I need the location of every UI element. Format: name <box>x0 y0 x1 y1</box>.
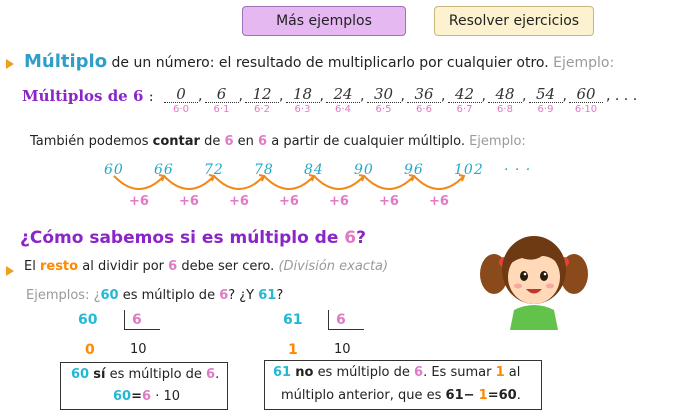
question-number: 6 <box>344 228 357 248</box>
sequence-number: · · · <box>504 162 532 178</box>
counting-en: en <box>237 134 254 149</box>
examples-intro: Ejemplos: ¿ <box>26 288 101 303</box>
division2-vbar <box>328 310 329 330</box>
division1-remainder: 0 <box>85 342 95 358</box>
multiple-value: 60 <box>569 86 603 103</box>
counting-text-1: También podemos <box>30 134 149 149</box>
multiple-value: 0 <box>164 86 198 103</box>
comma-separator: , <box>562 88 567 104</box>
sequence-number: 60 <box>104 162 124 178</box>
division1-dividend: 60 <box>78 312 98 328</box>
box2-text-2: . Es sumar <box>423 365 492 380</box>
girl-shirt <box>510 305 558 330</box>
sequence-number: 96 <box>404 162 424 178</box>
step-label: +6 <box>329 194 349 209</box>
examples-line <box>26 288 283 303</box>
box2-no: no <box>295 365 314 380</box>
multiple-factor: 6·1 <box>213 104 230 115</box>
multiple-value: 6 <box>205 86 239 103</box>
definition-term: Múltiplo <box>24 51 108 72</box>
counting-de: de <box>204 134 221 149</box>
multiple-factor: 6·2 <box>254 104 270 115</box>
comma-separator: , <box>400 88 405 104</box>
box2-line2-text: múltiplo anterior, que es <box>281 388 442 403</box>
counting-contar: contar <box>152 134 200 149</box>
multiple-value: 30 <box>367 86 401 103</box>
definition-example-word: Ejemplo: <box>553 55 615 71</box>
multiple-factor: 6·4 <box>335 104 351 115</box>
comma-separator: , <box>441 88 446 104</box>
division1-vbar <box>124 310 125 330</box>
comma-separator: , <box>481 88 486 104</box>
multiple-factor: 6·0 <box>173 104 189 115</box>
conclusion-box-60 <box>60 362 228 410</box>
multiple-factor: 6·5 <box>375 104 392 115</box>
division1-quotient: 10 <box>130 342 147 357</box>
multiple-value: 42 <box>448 86 482 103</box>
box1-divisor: 6 <box>206 367 216 382</box>
counting-text-2: a partir de cualquier múltiplo. <box>271 134 465 149</box>
box1-si: sí <box>93 367 106 382</box>
box1-text: es múltiplo de <box>109 367 202 382</box>
step-label: +6 <box>229 194 249 209</box>
question-heading <box>20 228 366 248</box>
multiple-value: 54 <box>529 86 563 103</box>
more-examples-label: Más ejemplos <box>276 13 372 29</box>
division2-divisor: 6 <box>336 312 346 328</box>
box2-divisor: 6 <box>414 365 424 380</box>
left-eye-shine <box>524 273 527 276</box>
box2-e1: 61 <box>445 388 464 403</box>
rule-text-2: debe ser cero. <box>181 259 275 274</box>
multiples-ellipsis: , . . . <box>606 88 638 104</box>
box2-minus: − <box>463 388 475 403</box>
multiple-factor: 6·10 <box>574 104 598 115</box>
box2-text: es múltiplo de <box>317 365 410 380</box>
division1-hbar <box>124 329 160 330</box>
division2-dividend: 61 <box>283 312 303 328</box>
multiples-label-colon: : <box>148 87 154 105</box>
rule-el: El <box>24 259 36 274</box>
multiples-label-text: Múltiplos de 6 <box>22 87 144 105</box>
box1-eq-mid: = <box>131 389 142 404</box>
division2-remainder: 1 <box>288 342 298 358</box>
comma-separator: , <box>319 88 324 104</box>
rule-resto: resto <box>39 259 79 274</box>
multiple-value: 12 <box>245 86 279 103</box>
division1-divisor: 6 <box>132 312 142 328</box>
rule-number: 6 <box>168 259 178 274</box>
sequence-number: 66 <box>154 162 174 178</box>
bullet-arrow-icon <box>6 266 14 276</box>
box2-line2 <box>281 388 521 403</box>
multiple-factor: 6·8 <box>497 104 513 115</box>
box1-dot: . <box>215 367 220 382</box>
girl-illustration <box>478 222 590 330</box>
comma-separator: , <box>360 88 365 104</box>
rule-note: (División exacta) <box>278 259 389 274</box>
sequence-number: 84 <box>304 162 324 178</box>
box1-line1 <box>71 367 219 382</box>
right-eye-shine <box>544 273 547 276</box>
box1-eq-divisor: 6 <box>142 389 152 404</box>
box1-equation <box>113 389 180 404</box>
step-label: +6 <box>279 194 299 209</box>
examples-mid: es múltiplo de <box>122 288 216 303</box>
box2-number: 61 <box>273 365 292 380</box>
box2-e3: 60 <box>498 388 517 403</box>
rule-text: al dividir por <box>82 259 165 274</box>
sequence-number: 72 <box>204 162 224 178</box>
definition-text: de un número: el resultado de multiplicarlo por cualquier otro. <box>111 55 549 71</box>
step-label: +6 <box>179 194 199 209</box>
division2-hbar <box>328 329 364 330</box>
sequence-number: 90 <box>354 162 374 178</box>
box1-number: 60 <box>71 367 90 382</box>
sequence-number: 78 <box>254 162 274 178</box>
multiple-factor: 6·3 <box>294 104 311 115</box>
comma-separator: , <box>198 88 203 104</box>
examples-q: ? ¿Y <box>228 288 255 303</box>
box2-line1 <box>273 365 520 380</box>
multiple-value: 48 <box>488 86 522 103</box>
box2-dot: . <box>516 388 521 403</box>
multiple-factor: 6·9 <box>537 104 554 115</box>
multiple-value: 36 <box>407 86 441 103</box>
step-label: +6 <box>379 194 399 209</box>
multiple-value: 24 <box>326 86 360 103</box>
counting-example-word: Ejemplo: <box>469 134 526 149</box>
right-eye <box>540 271 548 281</box>
box2-eq: = <box>487 388 499 403</box>
box2-e2: 1 <box>478 388 488 403</box>
box1-eq-rest: · 10 <box>155 389 180 404</box>
box2-one: 1 <box>495 365 505 380</box>
counting-six-a: 6 <box>224 134 234 149</box>
conclusion-box-61 <box>264 360 542 410</box>
division2-quotient: 10 <box>334 342 351 357</box>
step-label: +6 <box>129 194 149 209</box>
left-eye <box>520 271 528 281</box>
comma-separator: , <box>522 88 527 104</box>
comma-separator: , <box>238 88 243 104</box>
right-cheek <box>546 284 554 289</box>
multiple-factor: 6·7 <box>456 104 473 115</box>
multiple-factor: 6·6 <box>416 104 432 115</box>
multiple-value: 18 <box>286 86 320 103</box>
solve-exercises-label: Resolver ejercicios <box>448 13 580 29</box>
box1-eq-lhs: 60 <box>113 389 132 404</box>
question-text: ¿Cómo sabemos si es múltiplo de <box>20 228 339 248</box>
examples-n1: 60 <box>100 288 119 303</box>
box2-text-3: al <box>508 365 521 380</box>
question-qmark: ? <box>356 228 367 248</box>
left-cheek <box>514 284 522 289</box>
examples-n2: 61 <box>258 288 277 303</box>
step-label: +6 <box>429 194 449 209</box>
counting-six-b: 6 <box>258 134 268 149</box>
rule-line <box>24 259 388 274</box>
examples-divisor: 6 <box>219 288 229 303</box>
comma-separator: , <box>279 88 284 104</box>
examples-end: ? <box>276 288 284 303</box>
sequence-number: 102 <box>454 162 484 178</box>
